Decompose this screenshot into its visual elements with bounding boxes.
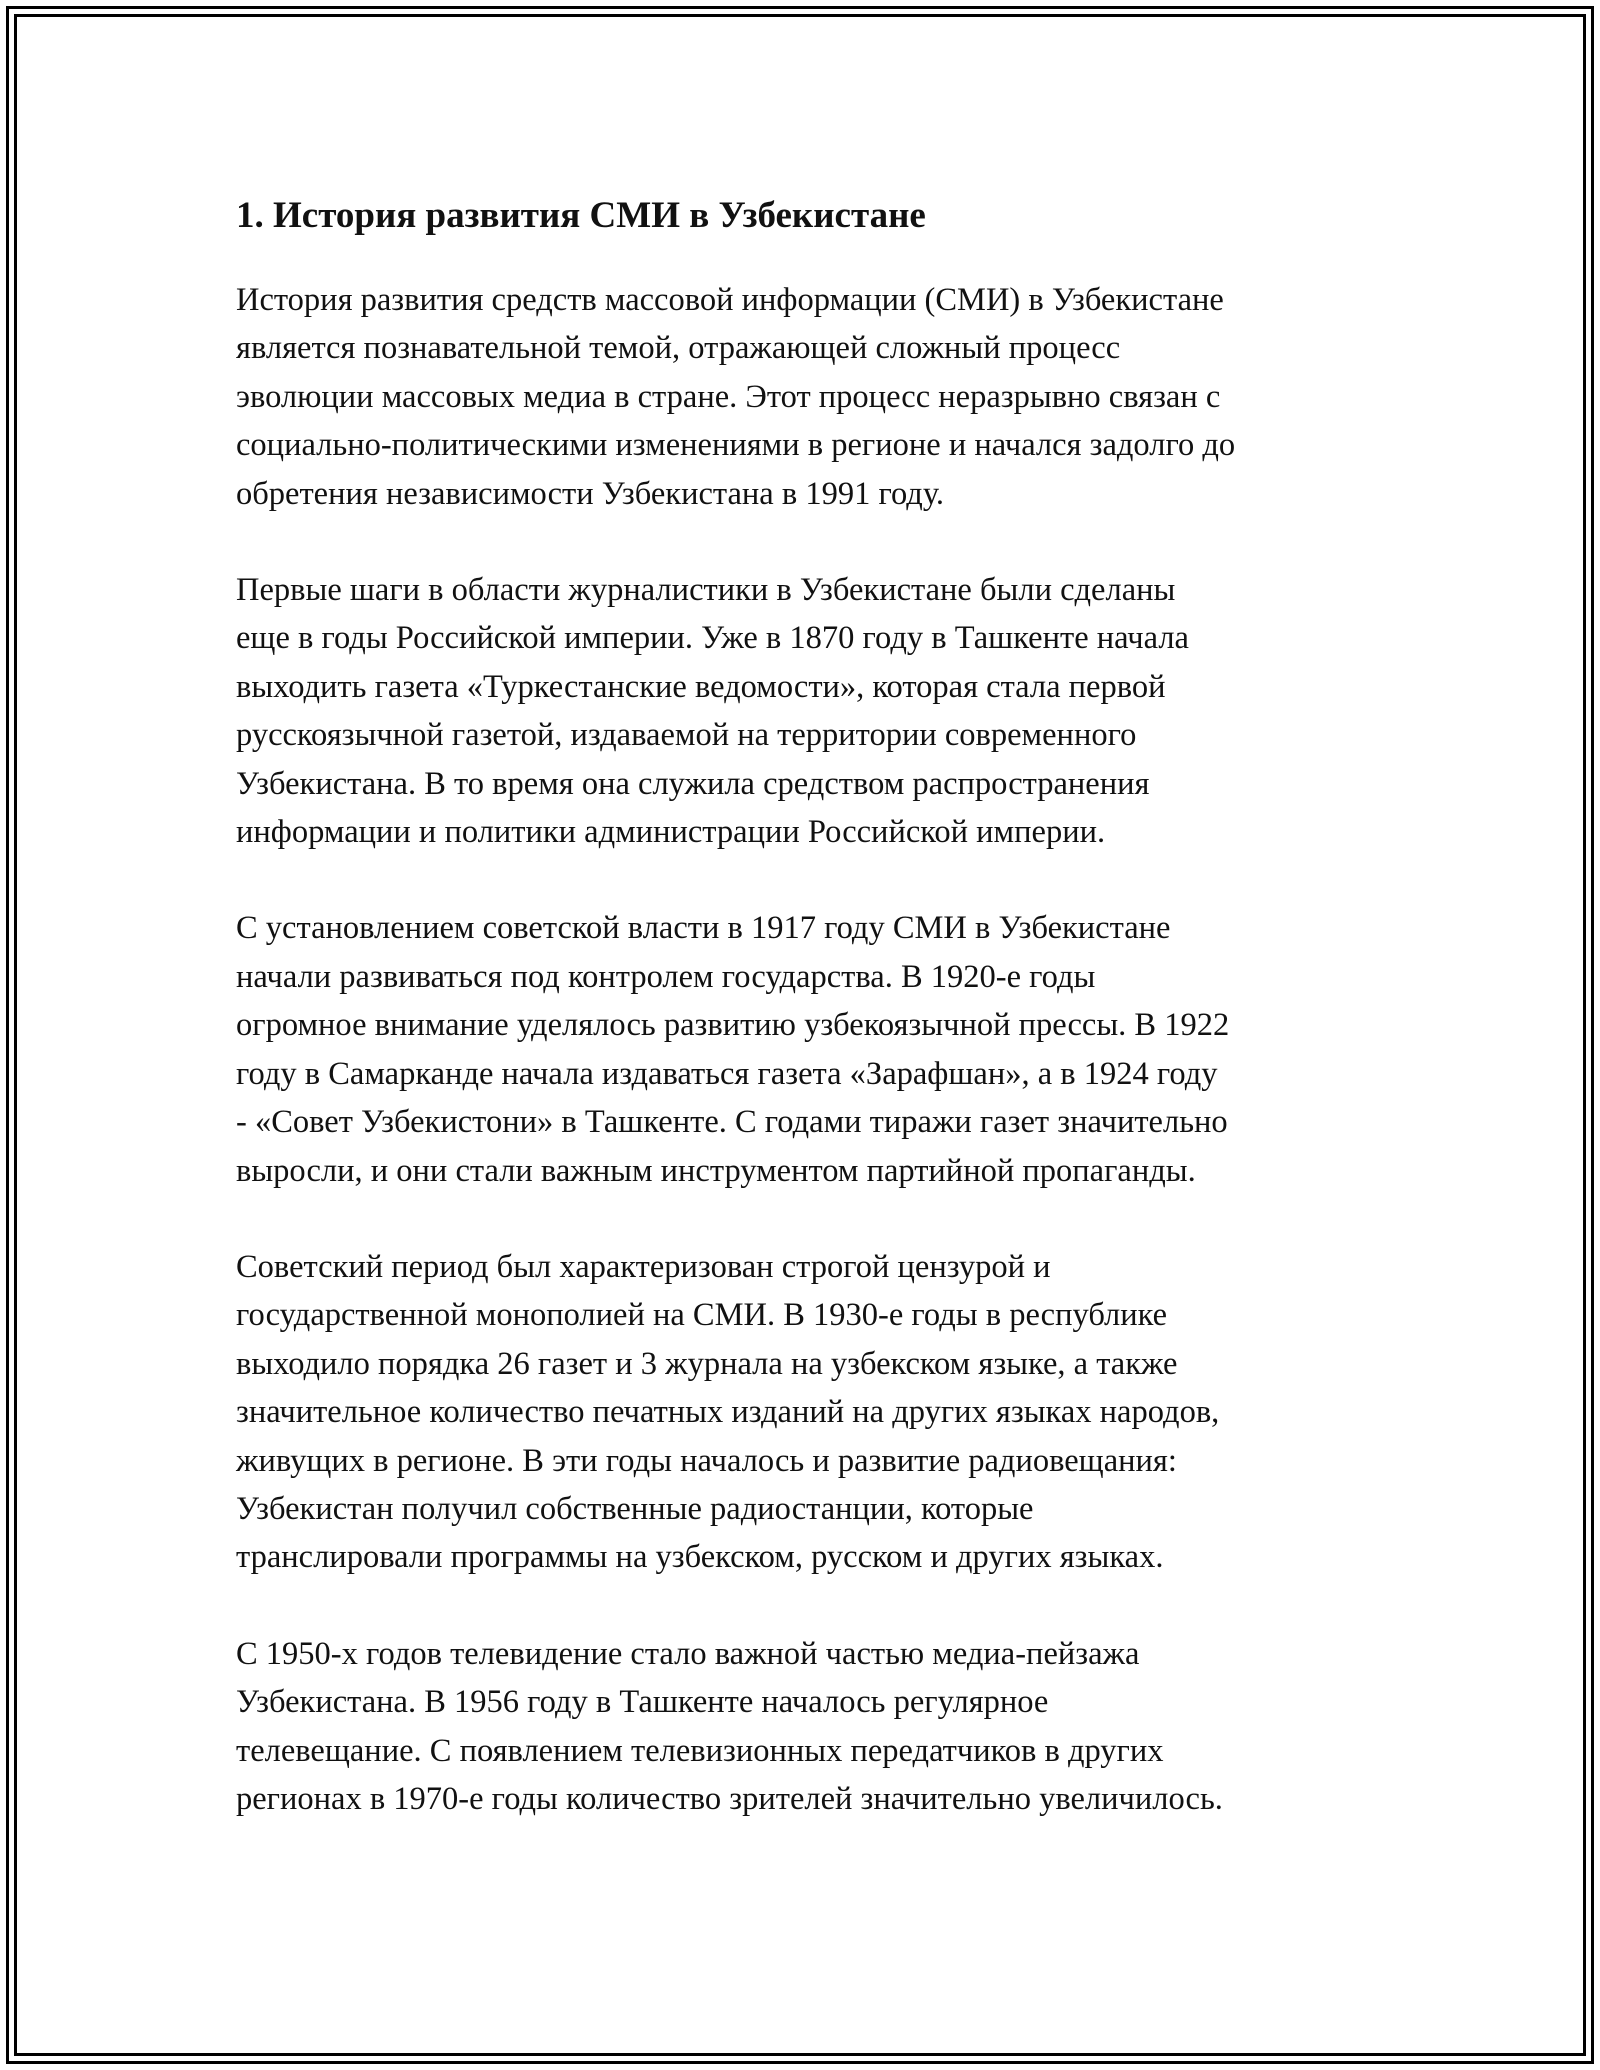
paragraph: История развития средств массовой информации (СМИ) в Узбекистане является познавательной темой, отражающей сложный процесс эволюции массовых медиа в стране. Этот процесс неразрывно связан с социально-политическими изменениями в регионе и начался задолго до обретения независимости Узбекистана в 1991 году. [236,282,1236,512]
section-heading: 1. История развития СМИ в Узбекистане [236,195,926,236]
document-body [236,186,1376,1871]
paragraph: С 1950-х годов телевидение стало важной частью медиа-пейзажа Узбекистана. В 1956 году в Ташкенте началось регулярное телевещание. С появлением телевизионных передатчиков в других регионах в 1970-е годы количество зрителей значительно увеличилось. [236,1635,1223,1817]
paragraph: Советский период был характеризован строгой цензурой и государственной монополией на СМИ. В 1930-е годы в республике выходило порядка 26 газет и 3 журнала на узбекском языке, а также значительное количество печатных изданий на других языках народов, живущих в регионе. В эти годы началось и развитие радиовещания: Узбекистан получил собственные радиостанции, которые транслировали программы на узбекском, русском и других языках. [236,1248,1220,1576]
paragraph: С установлением советской власти в 1917 году СМИ в Узбекистане начали развиваться под контролем государства. В 1920-е годы огромное внимание уделялось развитию узбекоязычной прессы. В 1922 году в Самарканде начала издаваться газета «Зарафшан», а в 1924 году - «Совет Узбекистони» в Ташкенте. С годами тиражи газет значительно выросли, и они стали важным инструментом партийной пропаганды. [236,910,1230,1189]
paragraph: Первые шаги в области журналистики в Узбекистане были сделаны еще в годы Российской империи. Уже в 1870 году в Ташкенте начала выходить газета «Туркестанские ведомости», которая стала первой русскоязычной газетой, издаваемой на территории современного Узбекистана. В то время она служила средством распространения информации и политики администрации Российской империи. [236,572,1189,851]
